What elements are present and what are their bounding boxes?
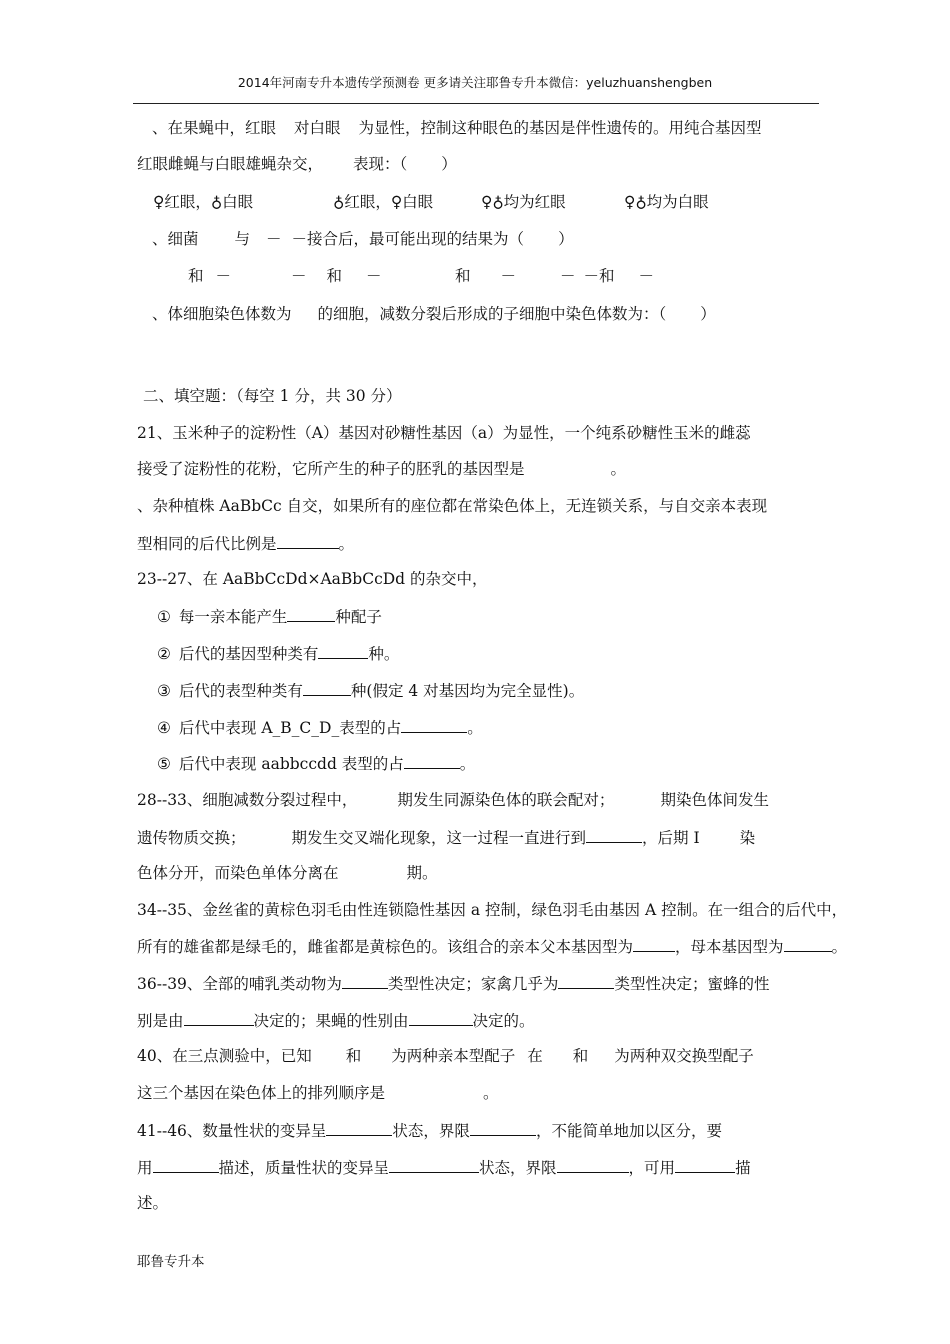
blank-36[interactable]: [342, 973, 388, 989]
q34-line2: [137, 936, 847, 957]
q41-text-h: 描: [735, 1159, 751, 1177]
q41-text-a: 41--46、数量性状的变异呈: [137, 1122, 327, 1140]
q19-text-b: 与: [234, 230, 251, 248]
q20-text-a: 、体细胞染色体数为: [152, 305, 292, 323]
q19-text-d: －接合后，最可能出现的结果为（: [291, 230, 525, 248]
q28-text-e: 期发生交叉端化现象，这一过程一直进行到: [291, 829, 587, 847]
item-number: ①: [157, 608, 171, 626]
blank-39[interactable]: [409, 1010, 473, 1026]
section-title: 二、填空题：（每空 1 分，共 30 分）: [143, 387, 402, 405]
q36-text-e: 决定的；果蝇的性别由: [253, 1012, 409, 1030]
q28-text-d: 遗传物质交换；: [137, 829, 246, 847]
q41-line3: 述。: [137, 1194, 169, 1212]
q36-text-a: 36--39、全部的哺乳类动物为: [137, 975, 342, 993]
q34-text-a: 所有的雄雀都是绿毛的，雌雀都是黄棕色的。该组合的亲本父本基因型为: [137, 938, 634, 956]
blank-24[interactable]: [318, 643, 368, 659]
q34-line1: 34--35、金丝雀的黄棕色羽毛由性连锁隐性基因 a 控制，绿色羽毛由基因 A 控制。在一组合的后代中，: [137, 901, 848, 919]
blank-45[interactable]: [557, 1157, 629, 1173]
item-text: 后代的表型种类有: [178, 682, 303, 700]
q34-text-b: ，母本基因型为: [675, 938, 784, 956]
q18-text-e: 表现：（: [353, 155, 408, 173]
q19-opt-c1: 和: [455, 267, 471, 285]
blank-42[interactable]: [470, 1120, 536, 1136]
q22-text: 型相同的后代比例是: [137, 535, 277, 553]
item-text: 每一亲本能产生: [178, 608, 288, 626]
q41-text-g: ，可用: [628, 1159, 676, 1177]
blank-46[interactable]: [675, 1157, 735, 1173]
q18-line2: [137, 154, 457, 174]
q22-period: 。: [338, 535, 355, 553]
item-suffix: 种。: [368, 645, 400, 663]
q19-option-d: [560, 266, 654, 286]
q21-text: 接受了淀粉性的花粉，它所产生的种子的胚乳的基因型是: [137, 460, 525, 478]
q36-line1: [137, 973, 769, 994]
item-text: 后代的基因型种类有: [178, 645, 319, 663]
q40-text-f: 为两种双交换型配子: [614, 1047, 754, 1065]
blank-26[interactable]: [401, 717, 467, 733]
item-number: ⑤: [157, 755, 171, 773]
item-text: 后代中表现 aabbccdd 表型的占: [178, 755, 404, 773]
q21-period: 。: [610, 460, 627, 478]
q40-period: 。: [483, 1084, 499, 1102]
item-suffix: 。: [459, 755, 476, 773]
q40-line2: [137, 1083, 499, 1103]
q19-opt-d2: －和: [583, 267, 615, 285]
blank-31[interactable]: [586, 827, 642, 843]
blank-22[interactable]: [277, 533, 339, 549]
q19-opt-a1: 和: [188, 267, 204, 285]
q18-option-c: ♀♁均为红眼: [481, 193, 566, 211]
q19-option-b: [291, 266, 382, 286]
q20-text-b: 的细胞，减数分裂后形成的子细胞中染色体数为：（: [317, 305, 667, 323]
blank-44[interactable]: [389, 1157, 479, 1173]
q18-line1: [152, 118, 762, 138]
page-footer: 耶鲁专升本: [137, 1254, 205, 1270]
q41-text-b: 状态，界限: [392, 1122, 470, 1140]
q18-text-b: 对白眼: [294, 119, 341, 137]
q28-line1: [137, 790, 769, 810]
q28-line3: [137, 863, 438, 883]
q28-text-c: 期染色体间发生: [660, 791, 769, 809]
q18-text-d: 红眼雌蝇与白眼雄蝇杂交，: [137, 155, 324, 173]
q22-line2: [137, 533, 354, 554]
q19-option-a: [188, 266, 231, 286]
q36-text-c: 类型性决定；蜜蜂的性: [614, 975, 770, 993]
q23-item-1: [157, 606, 382, 627]
q41-text-c: ，不能简单地加以区分，要: [535, 1122, 722, 1140]
q23-item-3: [157, 680, 584, 701]
q22-line1: 、杂种植株 AaBbCc 自交，如果所有的座位都在常染色体上，无连锁关系，与自交亲本表现: [137, 497, 768, 515]
q18-option-b: ♁红眼，♀白眼: [333, 193, 434, 211]
blank-27[interactable]: [404, 753, 460, 769]
blank-37[interactable]: [558, 973, 614, 989]
q19-opt-c2: －: [500, 267, 517, 285]
q28-text-b: 期发生同源染色体的联会配对；: [397, 791, 615, 809]
q40-text-a: 40、在三点测验中，已知: [137, 1047, 312, 1065]
q36-line2: [137, 1010, 535, 1031]
blank-35[interactable]: [784, 936, 832, 952]
q19-text-e: ）: [558, 230, 574, 248]
blank-23[interactable]: [287, 606, 335, 622]
q41-text-f: 状态，界限: [479, 1159, 557, 1177]
q41-text-d: 用: [137, 1159, 153, 1177]
q40-text-d: 在: [527, 1047, 543, 1065]
q34-text-c: 。: [831, 938, 848, 956]
blank-25[interactable]: [303, 680, 351, 696]
item-number: ②: [157, 645, 171, 663]
q20-text-c: ）: [700, 305, 716, 323]
q28-text-f: ，后期 I: [642, 829, 700, 847]
item-suffix: 。: [467, 719, 483, 737]
q19-opt-b2: 和: [326, 267, 343, 285]
q23-item-4: [157, 717, 483, 738]
q19-option-c: [455, 266, 516, 286]
q36-text-f: 决定的。: [472, 1012, 535, 1030]
item-suffix: 种配子: [335, 608, 382, 626]
page-header: 2014年河南专升本遗传学预测卷 更多请关注耶鲁专升本微信：yeluzhuanshengben: [237, 75, 713, 90]
item-suffix: 种(假定 4 对基因均为完全显性)。: [350, 682, 585, 700]
q41-line2: [137, 1157, 751, 1178]
q18-text-f: ）: [441, 155, 457, 173]
q41-line1: [137, 1120, 722, 1141]
q20-stem: [152, 304, 716, 324]
q18-text-c: 为显性，控制这种眼色的基因是伴性遗传的。用纯合基因型: [358, 119, 762, 137]
q19-text-a: 、细菌: [152, 230, 199, 248]
q28-text-a: 28--33、细胞减数分裂过程中，: [137, 791, 358, 809]
q21-line1: 21、玉米种子的淀粉性（A）基因对砂糖性基因（a）为显性，一个纯系砂糖性玉米的雌蕊: [137, 424, 751, 442]
blank-41[interactable]: [326, 1120, 392, 1136]
q40-text-g: 这三个基因在染色体上的排列顺序是: [137, 1084, 386, 1102]
q23-item-2: [157, 643, 399, 664]
q19-opt-b3: －: [366, 267, 382, 285]
q41-text-e: 描述，质量性状的变异呈: [218, 1159, 390, 1177]
header-rule: [133, 103, 819, 104]
item-number: ④: [157, 719, 171, 737]
item-text: 后代中表现 A_B_C_D_表型的占: [178, 719, 402, 737]
q18-option-d: ♀♁均为白眼: [624, 193, 709, 211]
q28-text-h: 色体分开，而染色单体分离在: [137, 864, 339, 882]
item-number: ③: [157, 682, 171, 700]
q18-option-a: ♀红眼，♁白眼: [153, 193, 254, 211]
q40-text-c: 为两种亲本型配子: [391, 1047, 516, 1065]
q23-stem: 23--27、在 AaBbCcDd×AaBbCcDd 的杂交中，: [137, 570, 488, 588]
q23-item-5: [157, 753, 475, 774]
q36-text-d: 别是由: [137, 1012, 184, 1030]
q19-opt-d1: －: [560, 267, 576, 285]
q19-opt-d3: －: [638, 267, 655, 285]
q36-text-b: 类型性决定；家禽几乎为: [387, 975, 559, 993]
q40-text-e: 和: [572, 1047, 589, 1065]
blank-34[interactable]: [633, 936, 675, 952]
q18-text-a: 、在果蝇中，红眼: [152, 119, 277, 137]
q40-line1: [137, 1046, 754, 1066]
blank-43[interactable]: [153, 1157, 219, 1173]
q40-text-b: 和: [345, 1047, 362, 1065]
q19-opt-a2: －: [215, 267, 232, 285]
blank-38[interactable]: [184, 1010, 254, 1026]
q19-text-c: －: [266, 230, 282, 248]
q28-text-g: 染: [739, 829, 756, 847]
q19-opt-b1: －: [291, 267, 307, 285]
q21-line2: [137, 459, 626, 479]
q28-text-i: 期。: [406, 864, 438, 882]
q19-stem: [152, 229, 574, 249]
q28-line2: [137, 827, 755, 848]
